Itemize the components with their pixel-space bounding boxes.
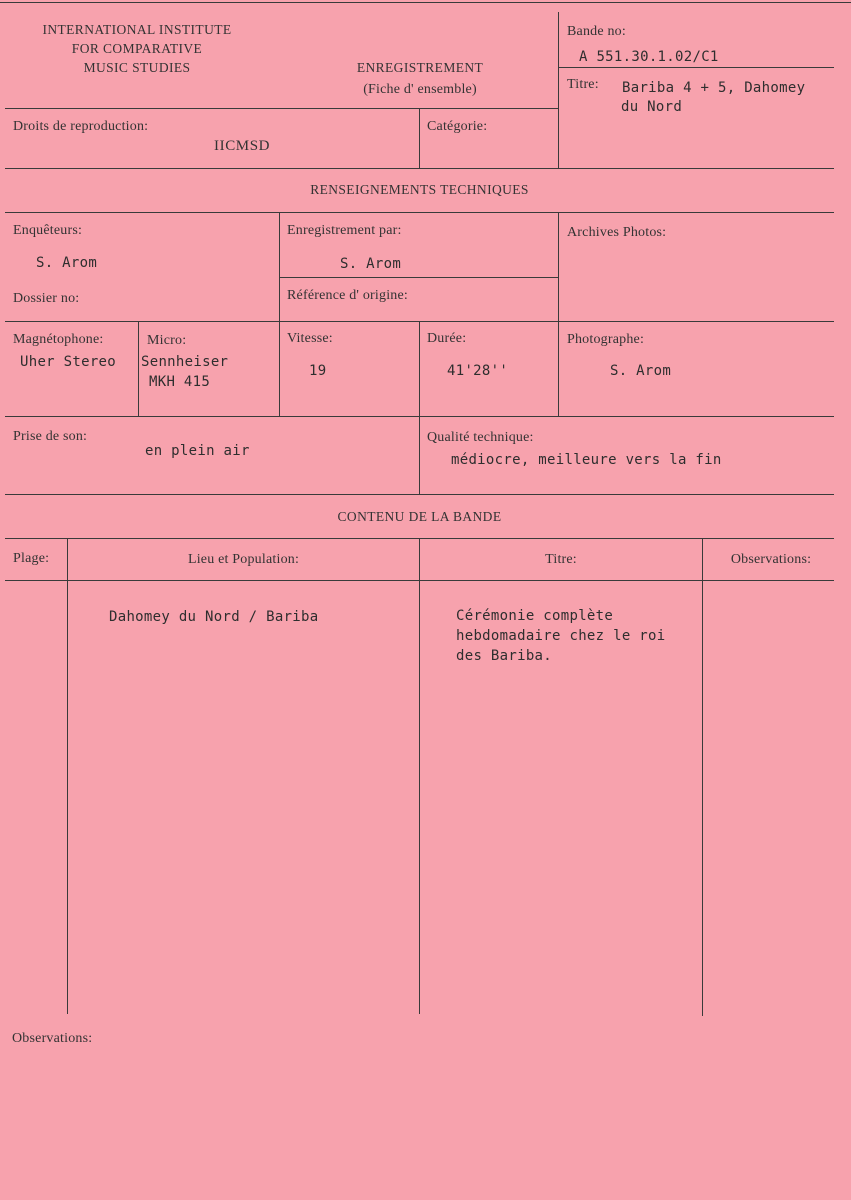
categorie-label: Catégorie:: [427, 119, 488, 134]
duree-value: 41'28'': [447, 363, 509, 379]
rule-duree-left: [419, 321, 420, 494]
bande-label: Bande no:: [567, 24, 626, 39]
rule-enregistrement-bottom: [279, 277, 558, 278]
form-title: ENREGISTREMENT: [356, 60, 484, 75]
rule-personnel-col2: [558, 212, 559, 416]
col-header-plage: Plage:: [13, 551, 50, 566]
rule-plage-right: [67, 538, 68, 1014]
border-top: [0, 2, 851, 3]
bande-value: A 551.30.1.02/C1: [579, 49, 719, 65]
magnetophone-value: Uher Stereo: [20, 354, 117, 370]
photographe-value: S. Arom: [610, 363, 672, 379]
vitesse-label: Vitesse:: [287, 331, 333, 346]
enregistrement-value: S. Arom: [340, 256, 402, 272]
row-lieu-value: Dahomey du Nord / Bariba: [109, 609, 319, 625]
row-titre-line2: hebdomadaire chez le roi: [456, 628, 666, 644]
observations-label: Observations:: [12, 1031, 93, 1046]
qualite-technique-label: Qualité technique:: [427, 430, 534, 445]
form-subtitle: (Fiche d' ensemble): [363, 82, 477, 97]
contents-section-title: CONTENU DE LA BANDE: [337, 509, 502, 524]
photographe-label: Photographe:: [567, 332, 645, 347]
prise-de-son-label: Prise de son:: [13, 429, 88, 444]
prise-de-son-value: en plein air: [145, 443, 250, 459]
col-header-lieu: Lieu et Population:: [187, 552, 300, 567]
titre-label: Titre:: [567, 77, 599, 92]
enqueteurs-label: Enquêteurs:: [13, 223, 83, 238]
droits-value: IICMSD: [214, 138, 271, 154]
dossier-label: Dossier no:: [13, 291, 80, 306]
rule-micro-left: [138, 321, 139, 416]
rule-header-right: [558, 12, 559, 168]
droits-label: Droits de reproduction:: [13, 119, 149, 134]
row-titre-line1: Cérémonie complète: [456, 608, 614, 624]
rule-personnel-col1: [279, 212, 280, 416]
rule-bande-bottom: [558, 67, 834, 68]
col-header-observations: Observations:: [730, 552, 812, 567]
rule-header-bottom: [5, 108, 558, 109]
rule-titre-right: [702, 538, 703, 1016]
institute-name-line3: MUSIC STUDIES: [83, 60, 191, 75]
micro-value-line2: MKH 415: [149, 374, 211, 390]
qualite-technique-value: médiocre, meilleure vers la fin: [451, 452, 722, 468]
rule-rights-bottom: [5, 168, 834, 169]
row-titre-line3: des Bariba.: [456, 648, 553, 664]
magnetophone-label: Magnétophone:: [13, 332, 104, 347]
micro-label: Micro:: [147, 333, 187, 348]
institute-name-line2: FOR COMPARATIVE: [71, 41, 203, 56]
reference-label: Référence d' origine:: [287, 288, 408, 303]
col-header-titre: Titre:: [545, 552, 577, 567]
archives-photos-label: Archives Photos:: [567, 225, 667, 240]
vitesse-value: 19: [309, 363, 327, 379]
duree-label: Durée:: [427, 331, 467, 346]
institute-name-line1: INTERNATIONAL INSTITUTE: [42, 22, 232, 37]
rule-tech-title-bottom: [5, 212, 834, 213]
enqueteurs-value: S. Arom: [36, 255, 98, 271]
enregistrement-label: Enregistrement par:: [287, 223, 402, 238]
rule-lieu-right: [419, 538, 420, 1014]
technical-section-title: RENSEIGNEMENTS TECHNIQUES: [310, 182, 529, 197]
micro-value-line1: Sennheiser: [141, 354, 229, 370]
rule-categorie-left: [419, 108, 420, 168]
titre-value-line2: du Nord: [621, 99, 683, 115]
titre-value-line1: Bariba 4 + 5, Dahomey: [622, 80, 806, 96]
rule-prise-bottom: [5, 494, 834, 495]
